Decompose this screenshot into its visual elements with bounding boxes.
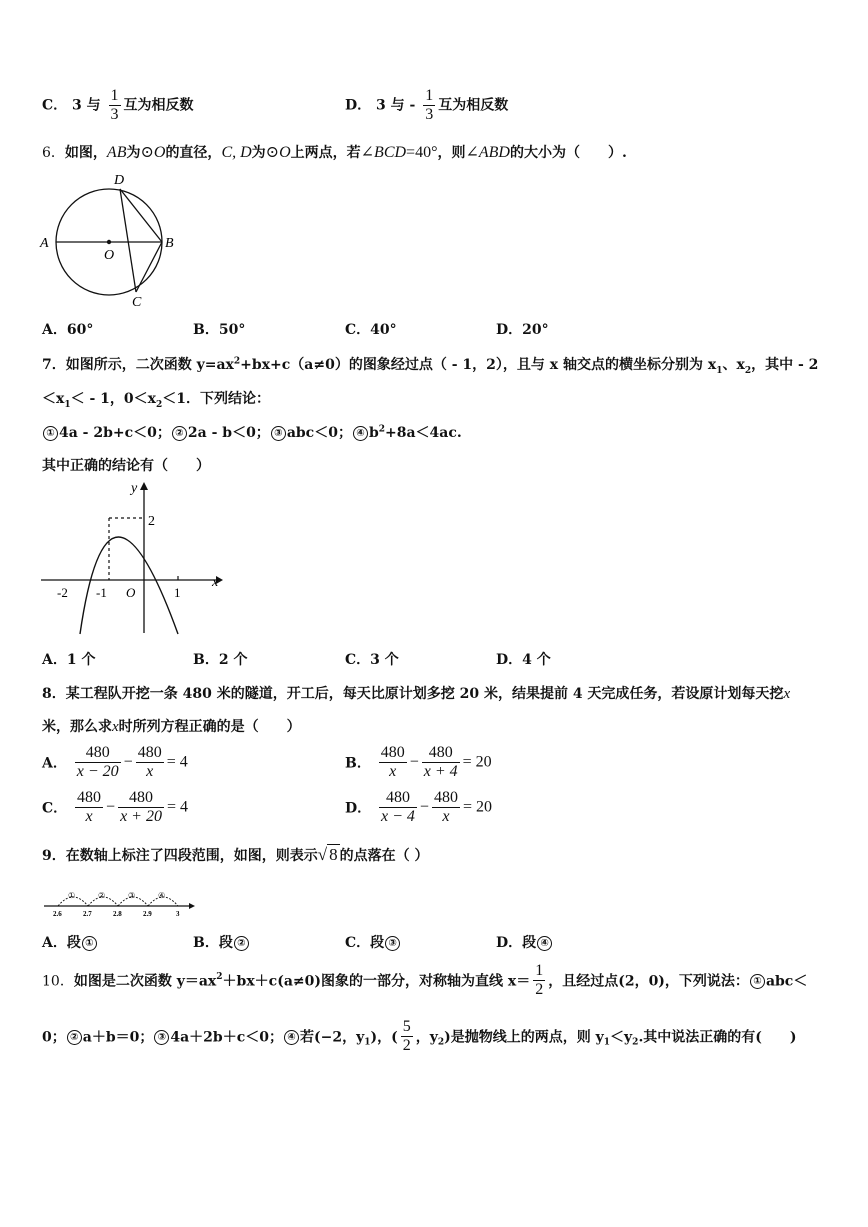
seg-2: ② (98, 891, 106, 900)
label-a: A (40, 236, 49, 251)
q5-option-d[interactable]: D． 3 与 - $\frac{1}{3}$ 互为相反数 (345, 87, 509, 123)
q9-stem: 9．在数轴上标注了四段范围，如图，则表示√ 8 的点落在（ ） (42, 845, 429, 864)
chord-cb (136, 242, 162, 292)
label-1: 1 (174, 585, 181, 600)
q7-stem-line1: 7．如图所示，二次函数 $y=ax^2+bx+c(a\ne 0)$的图象经过点（ - 1，2），且与 x 轴交点的横坐标分别为 $x_1$、$x_2$，其中 - 2 (42, 356, 819, 376)
q7-option-c[interactable]: C．3 个 (345, 652, 399, 668)
tick-2-9: 2.9 (143, 910, 152, 918)
seg-1: ① (68, 891, 76, 900)
number-line-arrow (189, 903, 195, 909)
chord-dc (120, 189, 136, 292)
label-minus2: -2 (57, 585, 68, 600)
q8-option-b[interactable]: B． $\frac{480}{x}$ − $\frac{480}{x + 4}$ = 20 (345, 744, 492, 780)
q6-option-d[interactable]: D．20° (496, 322, 549, 338)
q8-option-c[interactable]: C． $\frac{480}{x}$ − $\frac{480}{x + 20}$ = 4 (42, 789, 188, 825)
q6-circle-figure (38, 170, 188, 310)
tick-2-7: 2.7 (83, 910, 92, 918)
tick-2-6: 2.6 (53, 910, 62, 918)
chord-db (120, 189, 162, 242)
label-2: 2 (148, 514, 155, 529)
q9-number-line-figure (42, 882, 202, 918)
q8-stem-line2: 米，那么求x时所列方程正确的是（ ） (42, 719, 301, 735)
q8-option-a[interactable]: A． $\frac{480}{x - 20}$ − $\frac{480}{x}$ = 4 (42, 744, 188, 780)
q10-stem-line2: 0； ② a＋b＝0； ③ 4a＋2b＋c＜0； ④ 若(−2，$y_1$)，( $\frac{5}{2}$ ，$y_2$)是抛物线上的两点，则 $y_1<y_2$.其中说法正确的有( ) (42, 1018, 797, 1054)
q9-option-c[interactable]: C．段 ③ (345, 932, 401, 952)
q7-option-d[interactable]: D．4 个 (496, 652, 551, 668)
q6-option-b[interactable]: B．50° (193, 322, 246, 338)
q7-conclusions: ① 4a - 2b+c＜0； ② 2a - b＜0； ③ abc＜0； ④ $b^2+8a<4ac$. (42, 422, 462, 442)
label-o: O (104, 248, 115, 263)
label-d: D (114, 173, 125, 188)
q9-option-a[interactable]: A．段 ① (42, 932, 98, 952)
q8-stem-line1: 8．某工程队开挖一条 480 米的隧道，开工后，每天比原计划多挖 20 米，结果提前 4 天完成任务，若设原计划每天挖x (42, 686, 791, 702)
q6-stem: 6．如图，AB为⊙O的直径，C, D为⊙O上两点，若∠BCD=40°，则∠ABD的大小为（ ）. (42, 144, 627, 161)
y-axis-arrow (140, 482, 148, 490)
q9-option-d[interactable]: D．段 ④ (496, 932, 553, 952)
label-b: B (165, 236, 174, 251)
q6-option-a[interactable]: A．60° (42, 322, 94, 338)
fraction: $\frac{1}{3}$ (425, 87, 434, 123)
q5-option-c[interactable]: C． 3 与 $\frac{1}{3}$ 互为相反数 (42, 87, 194, 123)
label-c: C (132, 295, 142, 310)
q7-parabola-figure (38, 478, 228, 636)
q7-option-b[interactable]: B．2 个 (193, 652, 248, 668)
label-x: x (212, 575, 219, 590)
q8-option-d[interactable]: D． $\frac{480}{x - 4}$ − $\frac{480}{x}$ = 20 (345, 789, 492, 825)
sqrt-8: √ 8 (317, 845, 338, 864)
tick-3: 3 (176, 910, 180, 918)
tick-2-8: 2.8 (113, 910, 122, 918)
seg-4: ④ (158, 891, 166, 900)
q6-option-c[interactable]: C．40° (345, 322, 397, 338)
fraction: $\frac{1}{3}$ (110, 87, 119, 123)
q7-stem-line4: 其中正确的结论有（ ） (42, 458, 210, 474)
q7-option-a[interactable]: A．1 个 (42, 652, 96, 668)
q9-option-b[interactable]: B．段 ② (193, 932, 250, 952)
seg-3: ③ (128, 891, 136, 900)
center-dot (107, 240, 111, 244)
label-o: O (126, 585, 136, 600)
label-y: y (131, 481, 138, 496)
label-minus1: -1 (96, 585, 107, 600)
q10-stem-line1: 10．如图是二次函数 $y=ax^2+bx+c(a\ne 0)$图象的一部分，对称轴为直线 x＝ $\frac{1}{2}$ ，且经过点(2，0)，下列说法： ① abc＜ (42, 962, 808, 998)
q7-stem-line2: $<x_1< - 1$，$0<x_2<1$．下列结论： (42, 391, 271, 410)
